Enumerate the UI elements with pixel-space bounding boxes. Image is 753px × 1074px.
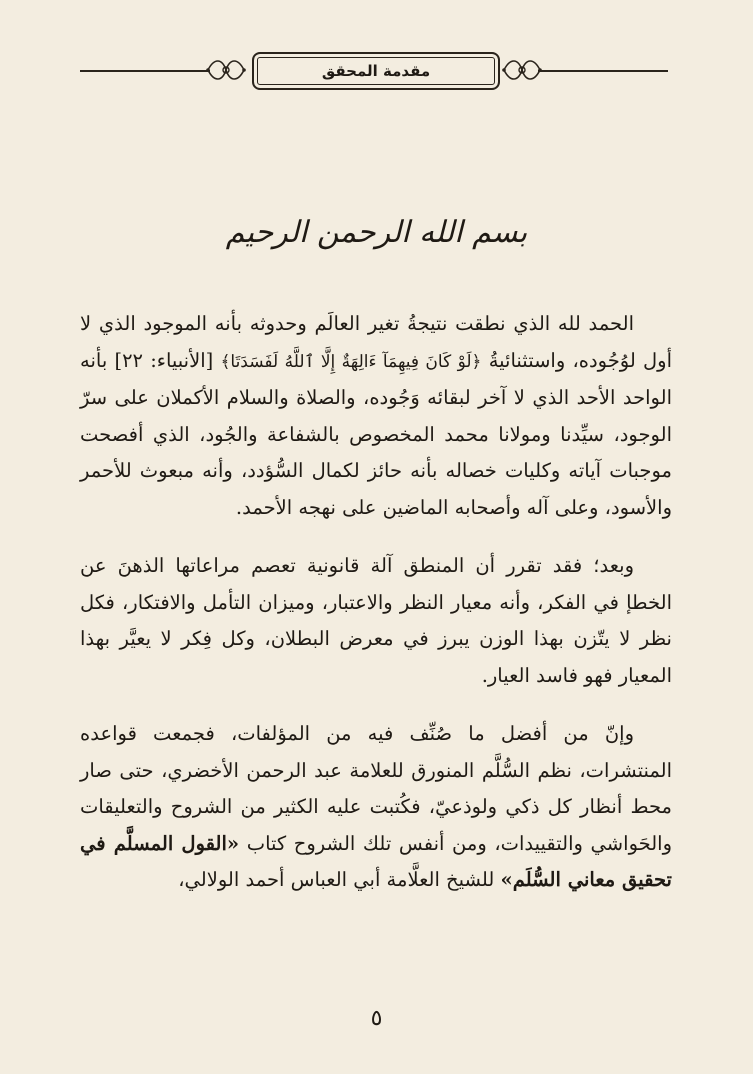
- header-rule-right: [538, 70, 668, 72]
- paragraph-1-text-a: الحمد لله الذي نطقت نتيجةُ تغير العالَم وحدوثه بأنه الموجود الذي لا أول لوُجُوده، واستثنائيةُ: [80, 312, 672, 372]
- basmala-calligraphy: بسم الله الرحمن الرحيم: [225, 215, 528, 250]
- ornament-left-icon: [204, 54, 248, 86]
- quran-verse: ﴿لَوْ كَانَ فِيهِمَآ ءَالِهَةٌ إِلَّا ٱللَّهُ لَفَسَدَتَا﴾: [220, 351, 482, 372]
- paragraph-3-text-a: وإنّ من أفضل ما صُنِّف فيه من المؤلفات، فجمعت قواعده المنتشرات، نظم السُّلَّم المنورق للعلامة عبد الرحمن الأخضري، حتى صار محط أنظار كل ذكي ولوذعيّ، فكُتبت عليه الكثير من الشروح والتعليقات والحَواشي والتقييدات، ومن أنفس تلك الشروح كتاب: [80, 722, 672, 855]
- paragraph-3-text-b: للشيخ العلَّامة أبي العباس أحمد الولالي،: [178, 868, 495, 891]
- paragraph-1: [80, 306, 672, 526]
- paragraph-3: [80, 716, 672, 899]
- body-text: [80, 306, 672, 921]
- page-number: ٥: [370, 1006, 383, 1031]
- page-header: [80, 48, 668, 92]
- header-title-box: [252, 52, 500, 90]
- header-title: مقدمة المحقق: [321, 62, 431, 80]
- paragraph-2: وبعد؛ فقد تقرر أن المنطق آلة قانونية تعصم مراعاتها الذهنَ عن الخطإ في الفكر، وأنه معيار النظر والاعتبار، وميزان التأمل والافتكار، فكل نظر لا يتّزن بهذا الوزن يبرز في معرض البطلان، وكل فِكر لا يعيَّر بهذا المعيار فهو فاسد العيار.: [80, 554, 672, 687]
- paragraph-1-text-b: [الأنبياء: ٢٢] بأنه الواحد الأحد الذي لا آخر لبقائه وَجُوده، والصلاة والسلام الأكملان على سرّ الوجود، سيِّدنا ومولانا محمد المخصوص بالشفاعة والجُود، الذي أفصحت موجبات آياته وكليات خصاله بأنه حائز لكمال السُّؤدد، وأنه مبعوث للأحمر والأسود، وعلى آله وأصحابه الماضين على نهجه الأحمد.: [80, 348, 672, 519]
- book-title: «القول المسلَّم في تحقيق معاني السُّلَم»: [80, 831, 672, 891]
- header-rule-left: [80, 70, 210, 72]
